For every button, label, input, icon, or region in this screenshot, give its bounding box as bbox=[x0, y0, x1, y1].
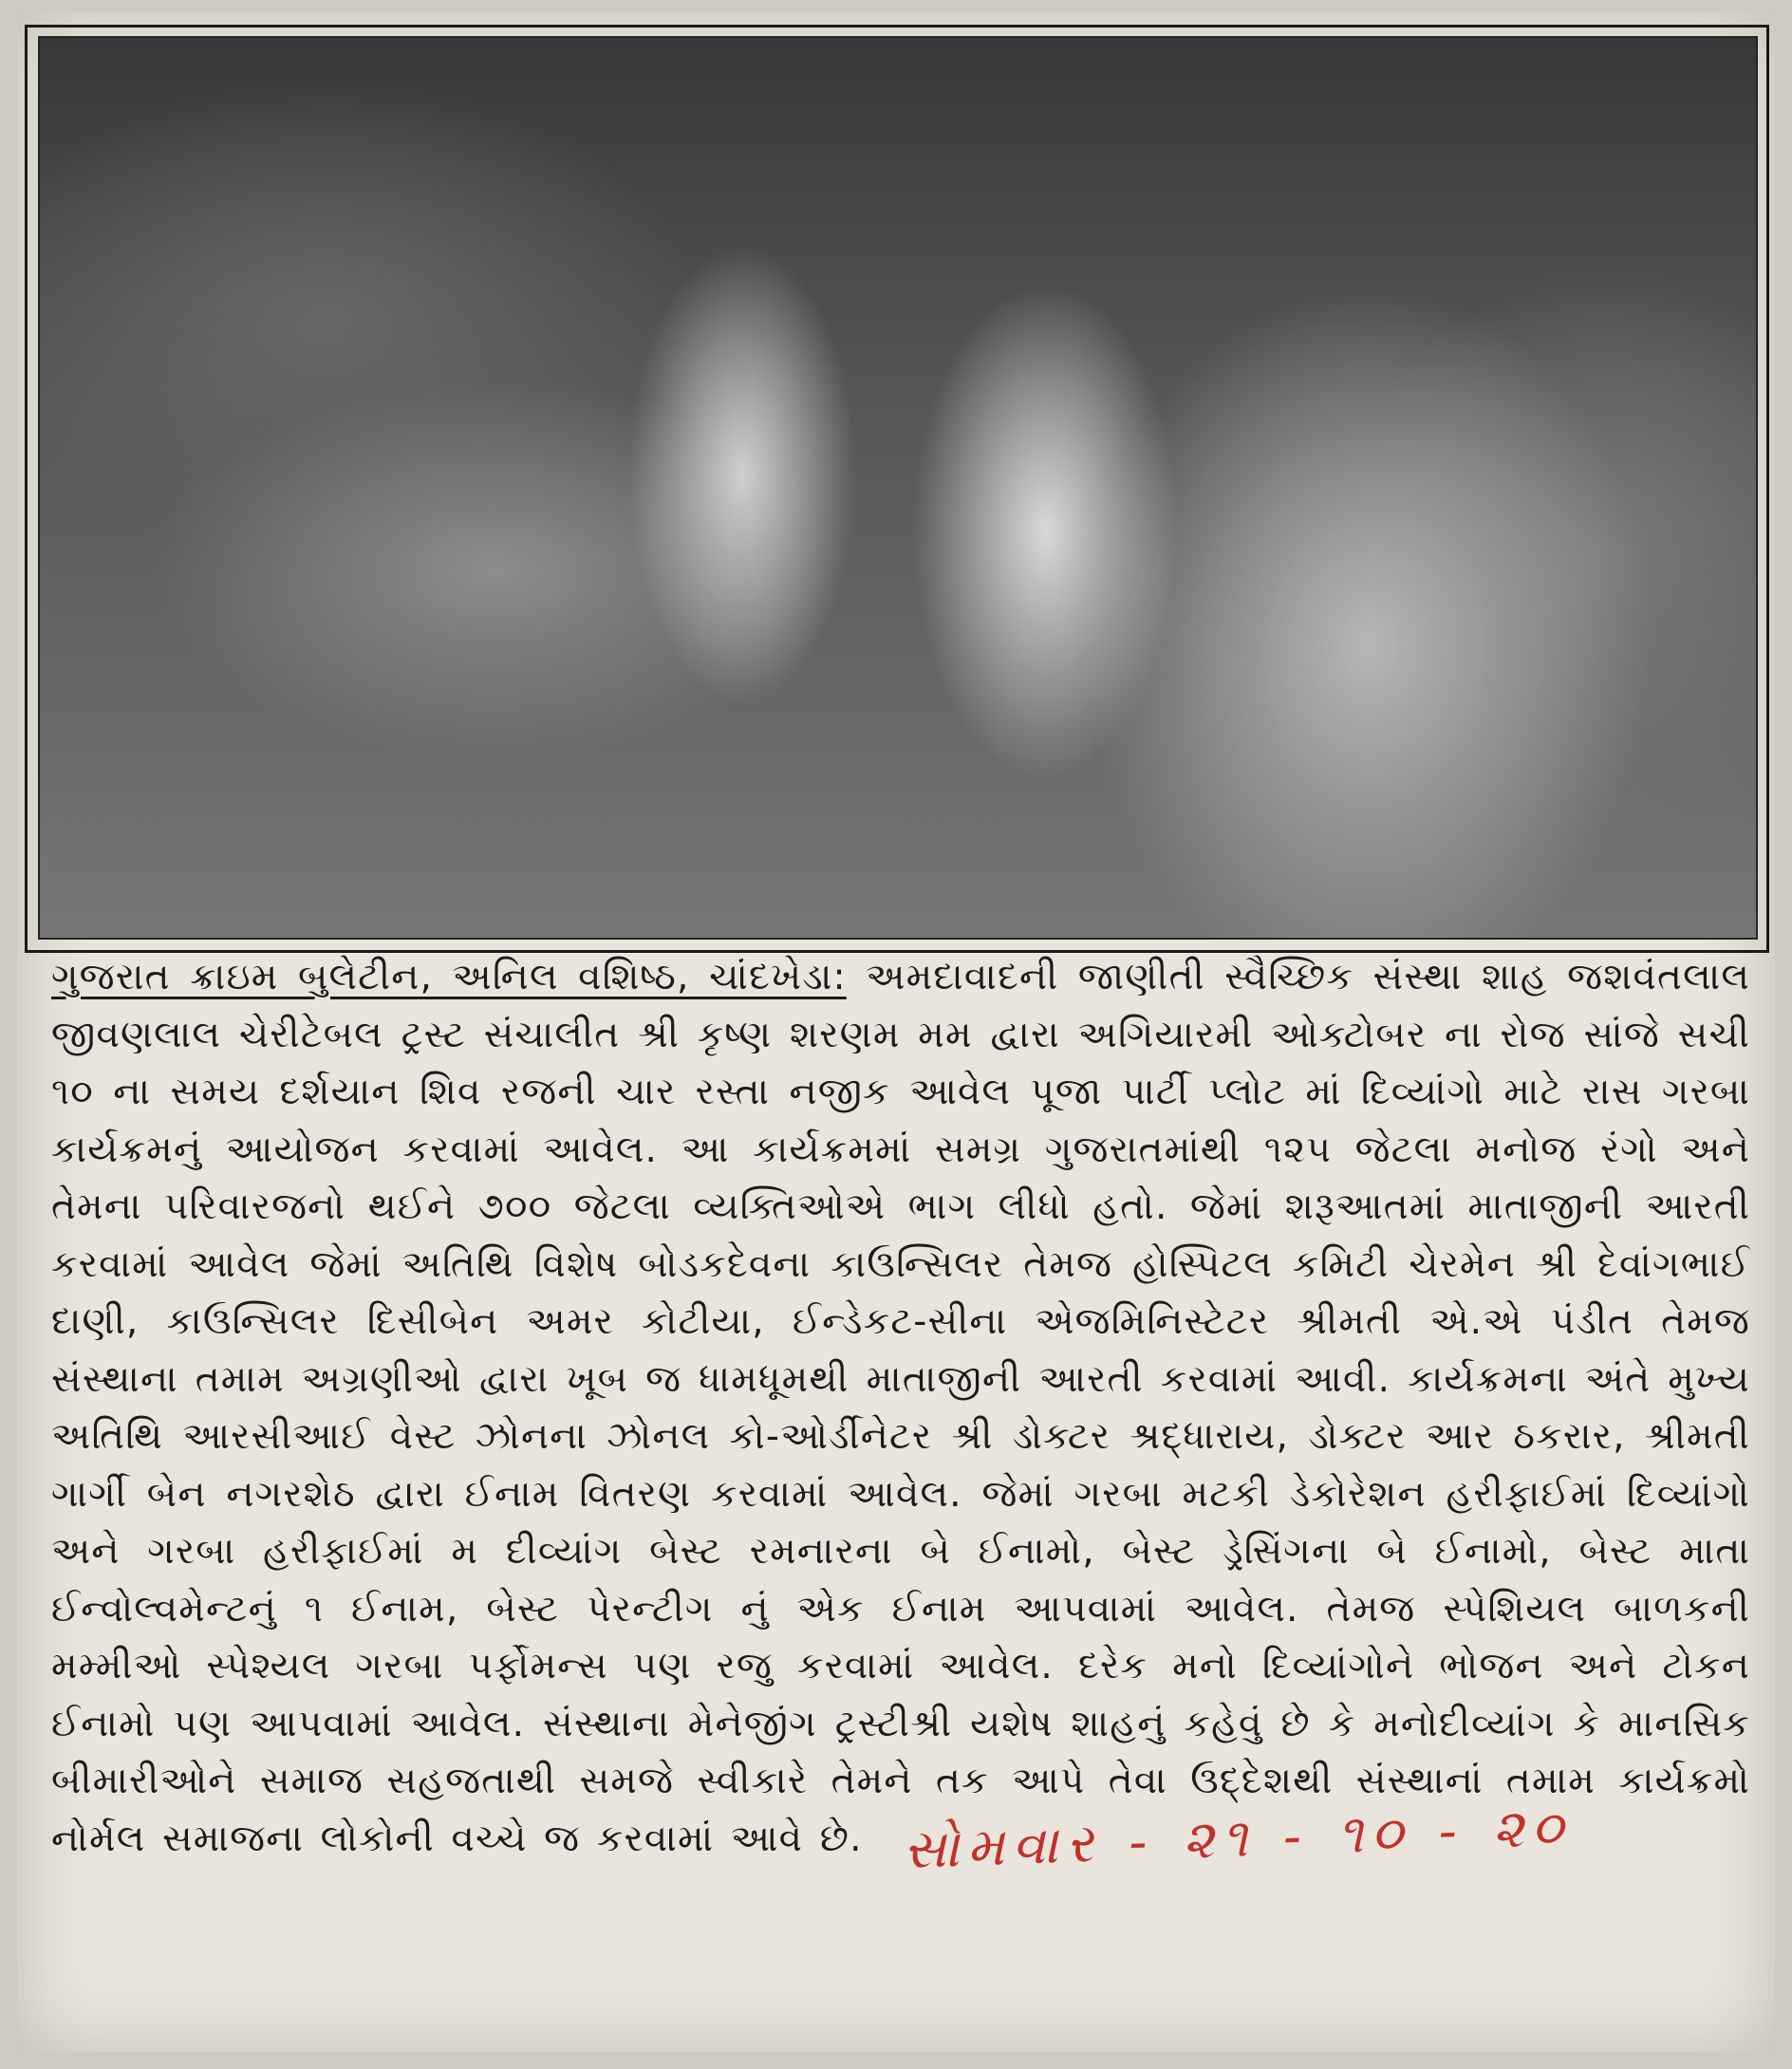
article-body bbox=[51, 949, 1751, 1881]
handwritten-date: સોમવાર - ૨૧ - ૧૦ - ૨૦ bbox=[901, 1796, 1572, 1881]
article-text: અમદાવાદની જાણીતી સ્વૈચ્છિક સંસ્થા શાહ જશવંતલાલ જીવણલાલ ચેરીટેબલ ટ્રસ્ટ સંચાલીત શ્રી કૃષ્ણ શરણમ મમ દ્વારા અગિયારમી ઓક્ટોબર ના રોજ સાંજે સચી ૧૦ ના સમય દર્શયાન શિવ રજની ચાર રસ્તા નજીક આવેલ પૂજા પાર્ટી પ્લોટ માં દિવ્યાંગો માટે રાસ ગરબા કાર્યક્રમનું આયોજન કરવામાં આવેલ. આ કાર્યક્રમમાં સમગ્ર ગુજરાતમાંથી ૧૨૫ જેટલા મનોજ રંગો અને તેમના પરિવારજનો થઈને ૭૦૦ જેટલા વ્યક્તિઓએ ભાગ લીધો હતો. જેમાં શરૂઆતમાં માતાજીની આરતી કરવામાં આવેલ જેમાં અતિથિ વિશેષ બોડકદેવના કાઉન્સિલર તેમજ હોસ્પિટલ કમિટી ચેરમેન શ્રી દેવાંગભાઈ દાણી, કાઉન્સિલર દિસીબેન અમર કોટીયા, ઈન્ડેકટ-સીના એજમિનિસ્ટેટર શ્રીમતી એ.એ પંડીત તેમજ સંસ્થાના તમામ અગ્રણીઓ દ્વારા ખૂબ જ ધામધૂમથી માતાજીની આરતી કરવામાં આવી. કાર્યક્રમના અંતે મુખ્ય અતિથિ આરસીઆઈ વેસ્ટ ઝોનના ઝોનલ કો-ઓર્ડીનેટર શ્રી ડોક્ટર શ્રદ્ધારાય, ડોક્ટર આર ઠકરાર, શ્રીમતી ગાર્ગી બેન નગરશેઠ દ્વારા ઈનામ વિતરણ કરવામાં આવેલ. જેમાં ગરબા મટકી ડેકોરેશન હરીફાઈમાં દિવ્યાંગો અને ગરબા હરીફાઈમાં મ દીવ્યાંગ બેસ્ટ રમનારના બે ઈનામો, બેસ્ટ ડ્રેસિંગના બે ઈનામો, બેસ્ટ માતા ઈન્વોલ્વમેન્ટનું ૧ ઈનામ, બેસ્ટ પેરન્ટીગ નું એક ઈનામ આપવામાં આવેલ. તેમજ સ્પેશિયલ બાળકની મમ્મીઓ સ્પેશ્યલ ગરબા પર્ફોમન્સ પણ રજુ કરવામાં આવેલ. દરેક મનો દિવ્યાંગોને ભોજન અને ટોકન ઈનામો પણ આપવામાં આવેલ. સંસ્થાના મેનેજીંગ ટ્રસ્ટીશ્રી યશેષ શાહનું કહેવું છે કે મનોદીવ્યાંગ કે માનસિક બીમારીઓને સમાજ સહજતાથી સમજે સ્વીકારે તેમને તક આપે તેવા ઉદ્દેશથી સંસ્થાનાં તમામ કાર્યક્રમો નોર્મલ સમાજના લોકોની વચ્ચે જ કરવામાં આવે છે. bbox=[51, 956, 1751, 1860]
article-dateline: ગુજરાત ક્રાઇમ બુલેટીન, અનિલ વશિષ્ઠ, ચાંદખેડા: bbox=[51, 956, 847, 998]
newspaper-clipping bbox=[17, 11, 1775, 2052]
event-photo-icon bbox=[38, 36, 1758, 940]
